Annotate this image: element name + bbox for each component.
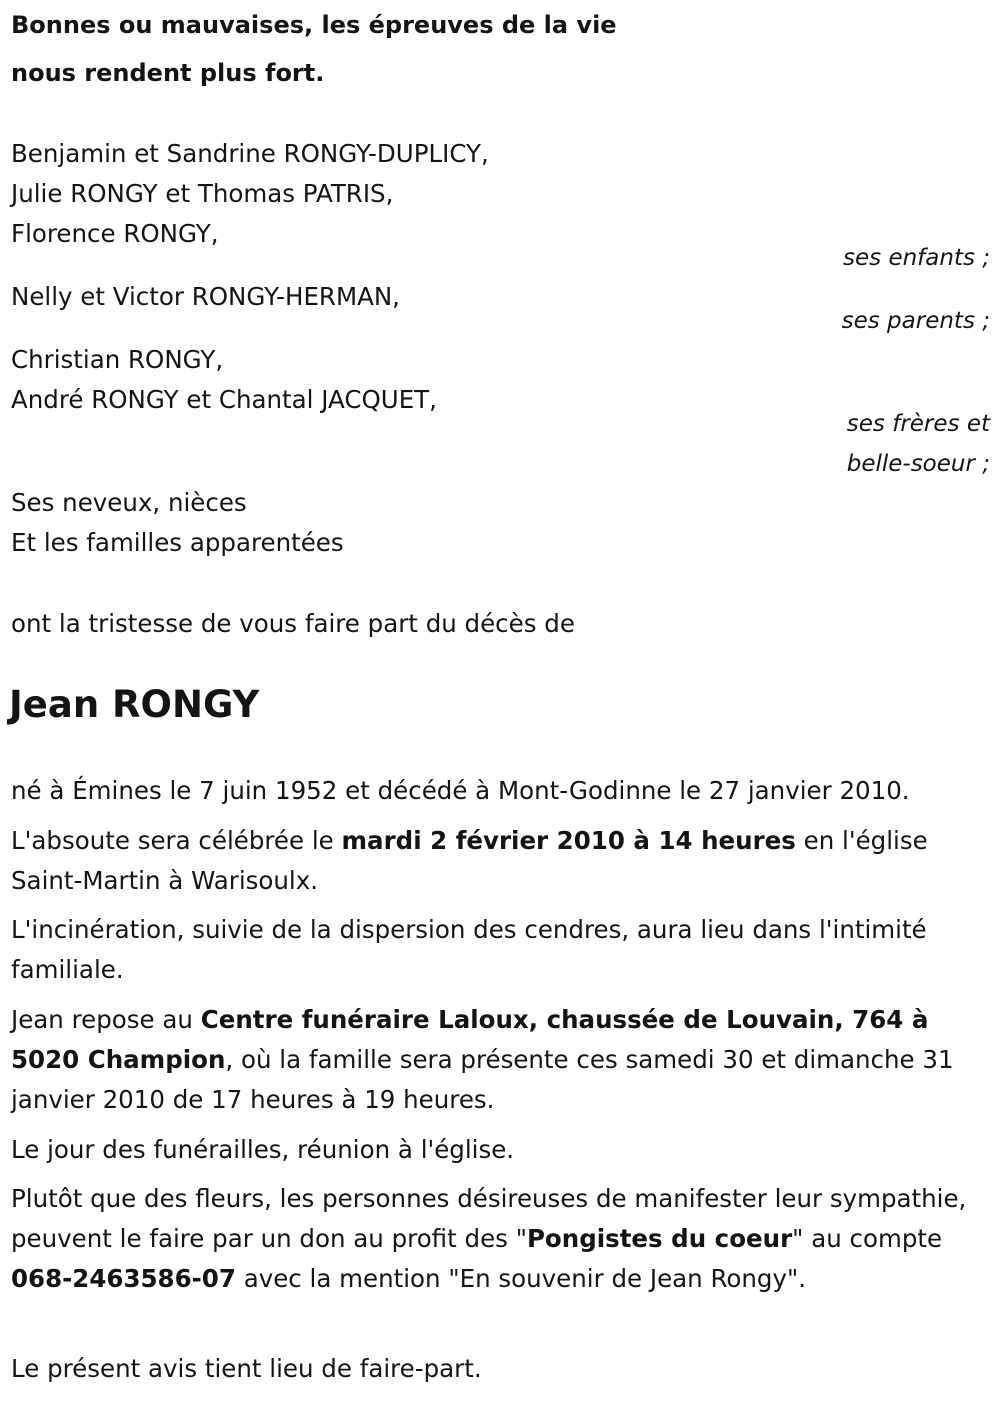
sibling-name-1: Christian RONGY, [11,345,224,374]
closing-paragraph: Le présent avis tient lieu de faire-part. [11,1354,482,1383]
child-name-3: Florence RONGY, [11,219,219,248]
sibling-name-2: André RONGY et Chantal JACQUET, [11,385,437,414]
epigraph-line-1: Bonnes ou mauvaises, les épreuves de la vie [11,11,617,39]
absoute-date-time: mardi 2 février 2010 à 14 heures [341,826,796,855]
announcement-text: ont la tristesse de vous faire part du décès de [11,609,575,638]
siblings-role-label-line-2: belle-soeur ; [846,451,990,477]
children-role-label: ses enfants ; [843,245,990,271]
absoute-paragraph: L'absoute sera célébrée le mardi 2 février 2010 à 14 heures en l'église Saint-Martin à Warisoulx. [11,826,928,895]
bank-account-number: 068-2463586-07 [11,1264,236,1293]
relatives-line-2: Et les familles apparentées [11,528,344,557]
epigraph-line-2: nous rendent plus fort. [11,59,325,87]
parents-role-label: ses parents ; [841,308,990,334]
parents-names: Nelly et Victor RONGY-HERMAN, [11,282,400,311]
repose-paragraph: Jean repose au Centre funéraire Laloux, chaussée de Louvain, 764 à 5020 Champion, où la famille sera présente ces samedi 30 et dimanche 31 janvier 2010 de 17 heures à 19 heures. [11,1005,954,1114]
reunion-paragraph: Le jour des funérailles, réunion à l'église. [11,1135,515,1164]
child-name-2: Julie RONGY et Thomas PATRIS, [11,179,394,208]
birth-death-paragraph: né à Émines le 7 juin 1952 et décédé à Mont-Godinne le 27 janvier 2010. [11,776,910,805]
deceased-name: Jean RONGY [9,683,260,726]
relatives-line-1: Ses neveux, nièces [11,488,247,517]
child-name-1: Benjamin et Sandrine RONGY-DUPLICY, [11,139,489,168]
siblings-role-label-line-1: ses frères et [846,411,990,437]
donation-paragraph: Plutôt que des fleurs, les personnes désireuses de manifester leur sympathie, peuvent le faire par un don au profit des "Pongistes du coeur" au compte 068-2463586-07 avec la mention "En souvenir de Jean Rongy". [11,1184,967,1293]
cremation-paragraph: L'incinération, suivie de la dispersion des cendres, aura lieu dans l'intimité familiale. [11,915,927,984]
funeral-home-address: Centre funéraire Laloux, chaussée de Louvain, 764 à 5020 Champion [11,1005,929,1074]
charity-name: Pongistes du coeur [526,1224,793,1253]
